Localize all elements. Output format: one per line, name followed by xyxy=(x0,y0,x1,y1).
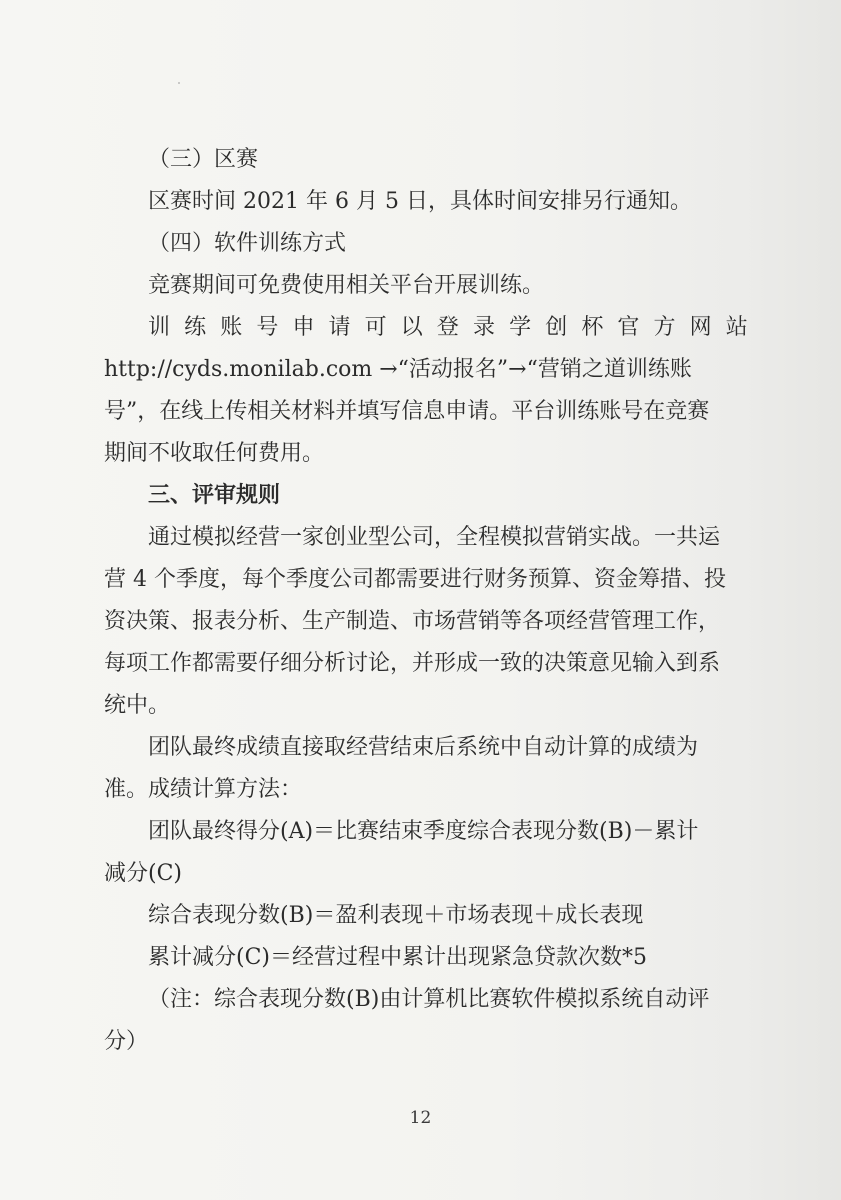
text-line: 团队最终得分(A)＝比赛结束季度综合表现分数(B)－累计 xyxy=(148,819,699,844)
text-line: 号”，在线上传相关材料并填写信息申请。平台训练账号在竞赛 xyxy=(104,399,710,424)
text-char: 方 xyxy=(653,315,676,340)
text-char: 登 xyxy=(436,315,459,340)
section-heading: 三、评审规则 xyxy=(148,483,281,508)
text-line: 统中。 xyxy=(104,693,171,718)
text-char: 以 xyxy=(400,315,423,340)
text-line: （三）区赛 xyxy=(148,147,259,172)
text-char: 号 xyxy=(256,315,279,340)
text-line: 累计减分(C)＝经营过程中累计出现紧急贷款次数*5 xyxy=(148,945,647,970)
text-line: 竞赛期间可免费使用相关平台开展训练。 xyxy=(148,273,545,298)
text-char: 申 xyxy=(292,315,315,340)
text-char: 可 xyxy=(364,315,387,340)
text-char: 官 xyxy=(617,315,640,340)
text-char: 录 xyxy=(472,315,495,340)
text-char: 账 xyxy=(220,315,243,340)
text-line: 减分(C) xyxy=(104,861,182,886)
text-line: 准。成绩计算方法： xyxy=(104,777,303,802)
text-line: 团队最终成绩直接取经营结束后系统中自动计算的成绩为 xyxy=(148,735,699,760)
text-line: 资决策、报表分析、生产制造、市场营销等各项经营管理工作， xyxy=(104,609,721,634)
document-body xyxy=(104,140,748,1064)
text-line: （注：综合表现分数(B)由计算机比赛软件模拟系统自动评 xyxy=(148,987,710,1012)
text-line: 综合表现分数(B)＝盈利表现＋市场表现＋成长表现 xyxy=(148,903,644,928)
scan-speck xyxy=(178,82,180,84)
text-char: 创 xyxy=(545,315,568,340)
text-char: 网 xyxy=(689,315,712,340)
text-line: 分） xyxy=(104,1029,149,1054)
page-number: 12 xyxy=(409,1108,432,1128)
text-line: 通过模拟经营一家创业型公司，全程模拟营销实战。一共运 xyxy=(148,525,721,550)
text-line: http://cyds.monilab.com →“活动报名”→“营销之道训练账 xyxy=(104,357,692,382)
text-line xyxy=(104,308,748,348)
text-line: 每项工作都需要仔细分析讨论，并形成一致的决策意见输入到系 xyxy=(104,651,721,676)
text-line: 区赛时间 2021 年 6 月 5 日，具体时间安排另行通知。 xyxy=(148,189,692,214)
text-line: （四）软件训练方式 xyxy=(148,231,347,256)
text-line: 期间不收取任何费用。 xyxy=(104,441,325,466)
text-char: 练 xyxy=(184,315,207,340)
text-char: 站 xyxy=(725,315,748,340)
text-char: 训 xyxy=(148,315,171,340)
text-char: 杯 xyxy=(581,315,604,340)
text-char: 学 xyxy=(509,315,532,340)
text-line: 营 4 个季度，每个季度公司都需要进行财务预算、资金筹措、投 xyxy=(104,567,726,592)
text-char: 请 xyxy=(328,315,351,340)
